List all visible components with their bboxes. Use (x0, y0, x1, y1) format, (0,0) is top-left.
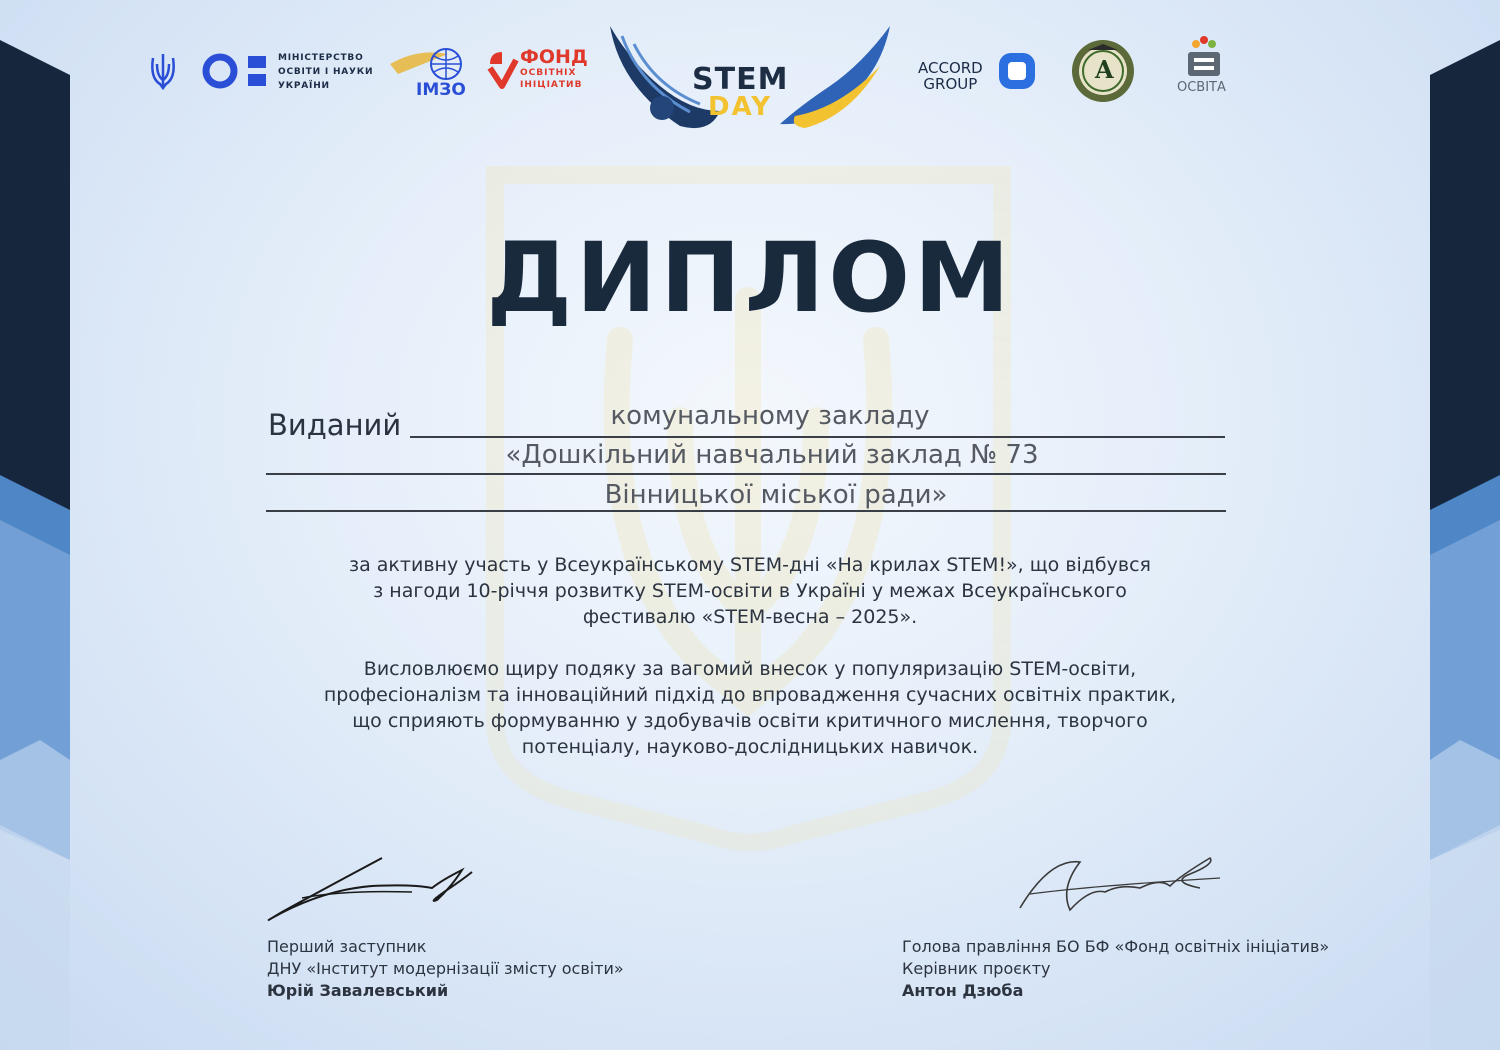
left-position-line1: Перший заступник (267, 937, 427, 956)
paragraph1-line1: за активну участь у Всеукраїнському STEM-дні «На крилах STEM!», що відбувся (349, 554, 1151, 576)
imzo-logo-icon (388, 44, 470, 84)
right-position-line1: Голова правління БО БФ «Фонд освітніх ініціатив» (902, 937, 1330, 956)
recipient-line2: «Дошкільний навчальний заклад № 73 (505, 440, 1039, 470)
fond-line2: ОСВІТНІХ (520, 68, 577, 78)
issued-label: Виданий (268, 408, 402, 442)
fond-logo-icon (486, 48, 520, 90)
left-signature-block (267, 936, 624, 1002)
right-signer-name: Антон Дзюба (902, 981, 1024, 1000)
stem-logo-text: STEM (692, 62, 789, 97)
fond-line1: ФОНД (520, 46, 588, 68)
diploma-title: ДИПЛОМ (486, 222, 1014, 334)
tryzub-icon (148, 52, 178, 92)
ministry-logo-icon (202, 52, 272, 92)
paragraph-gratitude (250, 656, 1250, 760)
paragraph2-line3: що сприяють формуванню у здобувачів освіти критичного мислення, творчого (352, 710, 1148, 732)
ministry-line1: МІНІСТЕРСТВО (278, 53, 364, 63)
recipient-line1: комунальному закладу (610, 401, 930, 431)
right-signature-graphic (1010, 848, 1230, 928)
underline-2 (266, 473, 1226, 475)
accord-line2: GROUP (923, 75, 978, 93)
ministry-line3: УКРАЇНИ (278, 81, 330, 91)
recipient-line3: Вінницької міської ради» (604, 480, 948, 510)
osvita-logo-text: ОСВІТА (1177, 80, 1226, 95)
right-position-line2: Керівник проєкту (902, 959, 1051, 978)
logo-row (0, 0, 1500, 160)
imzo-logo-text: ІМЗО (416, 80, 466, 100)
paragraph2-line1: Висловлюємо щиру подяку за вагомий внесок у популяризацію STEM-освіти, (363, 658, 1137, 680)
underline-3 (266, 510, 1226, 512)
ministry-line2: ОСВІТИ І НАУКИ (278, 67, 374, 77)
left-band-bottom (0, 740, 70, 1050)
left-position-line2: ДНУ «Інститут модернізації змісту освіти» (267, 959, 624, 978)
underline-1 (410, 436, 1225, 438)
left-signer-name: Юрій Завалевський (267, 981, 449, 1000)
left-signature-graphic (262, 850, 482, 930)
day-logo-text: DAY (708, 92, 773, 122)
accord-line1: ACCORD (918, 59, 983, 77)
fond-line3: ІНІЦІАТИВ (520, 80, 583, 90)
paragraph2-line4: потенціалу, науково-дослідницьких навичок. (521, 736, 979, 758)
ministry-logo-text (278, 51, 373, 93)
paragraph1-line3: фестивалю «STEM-весна – 2025». (582, 606, 918, 628)
right-signature-block (902, 936, 1329, 1002)
right-band-bottom (1430, 740, 1500, 1050)
accord-logo-icon (996, 50, 1038, 92)
emblem-letter: A (1095, 55, 1114, 84)
paragraph1-line2: з нагоди 10-річчя розвитку STEM-освіти в Україні у межах Всеукраїнського (373, 580, 1127, 602)
fond-logo-text (520, 47, 588, 91)
accord-logo-text (918, 60, 983, 92)
paragraph2-line2: професіоналізм та інноваційний підхід до впровадження сучасних освітніх практик, (323, 684, 1177, 706)
osvita-logo-icon (1178, 32, 1230, 80)
paragraph-participation (250, 552, 1250, 630)
